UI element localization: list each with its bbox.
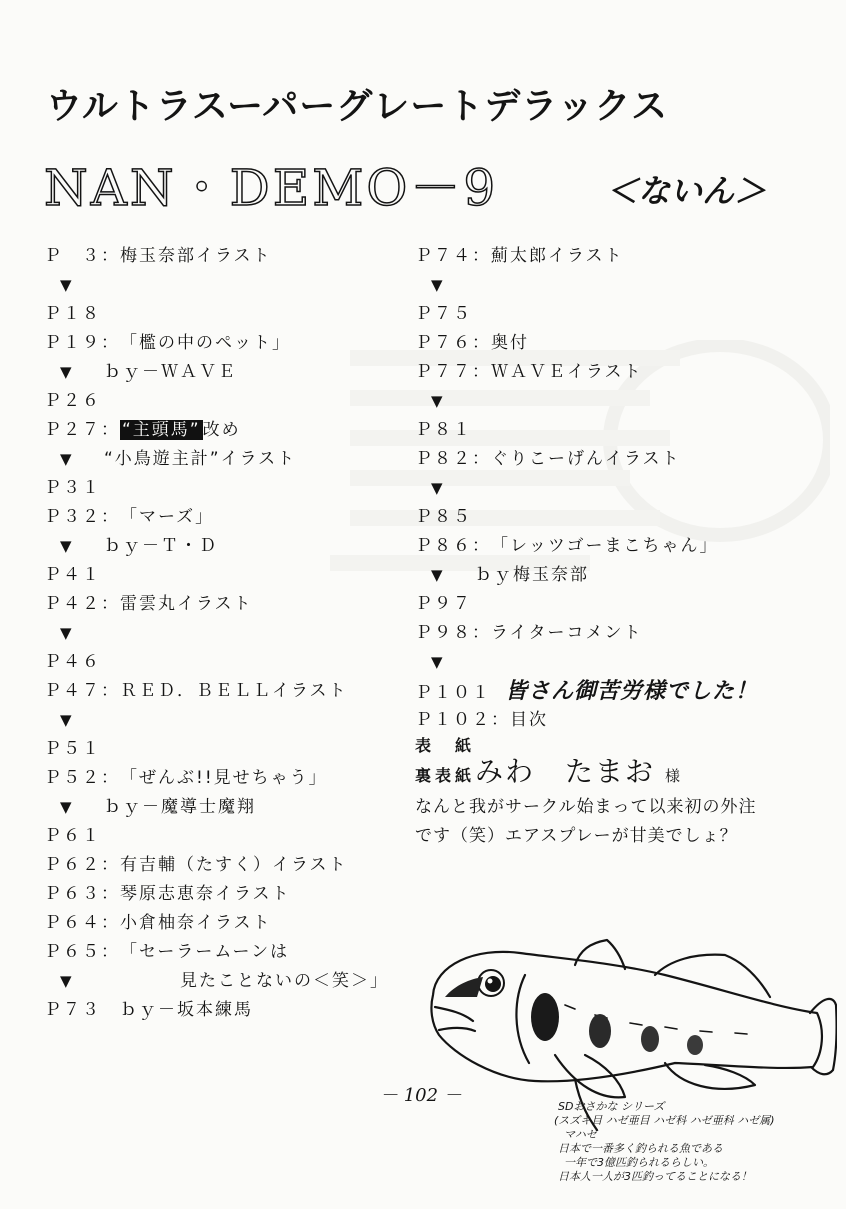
toc-left-column [44, 242, 416, 1025]
down-arrow-icon: ▼ [431, 276, 443, 294]
toc-row [415, 532, 835, 561]
title-english: NAN・DEMO－9 [44, 159, 499, 217]
toc-title: 有吉輔（たすく）イラスト [120, 855, 348, 875]
toc-row [415, 387, 835, 416]
toc-page: Ｐ９８： [415, 623, 491, 643]
toc-page: Ｐ８６： [415, 536, 491, 556]
toc-page: Ｐ７５ [415, 304, 472, 324]
cover-row [415, 735, 835, 757]
toc-row [44, 358, 416, 387]
toc-author: ｂｙ－魔導士魔翔 [104, 797, 256, 817]
toc-row [44, 474, 416, 503]
toc-page: Ｐ４７： [44, 681, 120, 701]
toc-page: Ｐ６２： [44, 855, 120, 875]
down-arrow-icon: ▼ [431, 653, 443, 671]
toc-row [44, 532, 416, 561]
toc-title: 改め [202, 420, 241, 440]
toc-title: 「檻の中のペット」 [120, 333, 291, 353]
toc-row [44, 271, 416, 300]
toc-row [44, 329, 416, 358]
page-number: － 102 － [380, 1085, 462, 1106]
toc-page: Ｐ８２： [415, 449, 491, 469]
toc-row [44, 300, 416, 329]
toc-row [44, 793, 416, 822]
down-arrow-icon: ▼ [60, 624, 72, 642]
toc-title: 見たことないの＜笑＞」 [180, 971, 389, 991]
toc-page: Ｐ７６： [415, 333, 491, 353]
toc-row [44, 996, 416, 1025]
fish-caption [554, 1100, 775, 1184]
toc-title: ＲＥＤ．ＢＥＬＬイラスト [120, 681, 348, 701]
honorific: 様 [665, 767, 683, 785]
toc-row [44, 445, 416, 474]
title-subtitle: ＜ないん＞ [606, 172, 767, 210]
comment-line: です（笑）エアスプレーが甘美でしょ？ [415, 826, 738, 846]
down-arrow-icon: ▼ [60, 276, 72, 294]
toc-row [44, 967, 416, 996]
down-arrow-icon: ▼ [60, 450, 72, 468]
toc-page: Ｐ１０１ [415, 683, 491, 703]
toc-row [415, 590, 835, 619]
toc-row [44, 242, 416, 271]
toc-row [44, 416, 416, 445]
toc-row [44, 764, 416, 793]
toc-row [44, 387, 416, 416]
toc-row [44, 822, 416, 851]
fish-caption-line: マハゼ [564, 1128, 597, 1141]
fish-caption-line: (スズキ目 ハゼ亜目 ハゼ科 ハゼ亜科 ハゼ属) [554, 1114, 775, 1127]
toc-author: ｂｙ－Ｔ・Ｄ [104, 536, 218, 556]
toc-row [44, 706, 416, 735]
cover-artist-name: みわ たまお [475, 755, 656, 788]
toc-title: 「セーラームーンは [120, 942, 290, 962]
toc-row [415, 503, 835, 532]
toc-row [415, 677, 835, 706]
toc-page: Ｐ３１ [44, 478, 101, 498]
toc-row [415, 706, 835, 735]
toc-page: Ｐ５１ [44, 739, 101, 759]
toc-page: Ｐ７７： [415, 362, 491, 382]
toc-page: Ｐ８１ [415, 420, 472, 440]
toc-row [415, 445, 835, 474]
toc-page: Ｐ５２： [44, 768, 120, 788]
toc-row [44, 590, 416, 619]
toc-title: “小鳥遊主計”イラスト [104, 449, 297, 469]
toc-page: Ｐ７３ [44, 1000, 120, 1020]
toc-row [44, 648, 416, 677]
toc-title: ＷＡＶＥイラスト [491, 362, 643, 382]
toc-page: Ｐ ３： [44, 246, 120, 266]
toc-title: 雷雲丸イラスト [120, 594, 253, 614]
cover-label: 表 紙 [415, 736, 476, 755]
toc-row [415, 242, 835, 271]
toc-title: 目次 [510, 710, 548, 730]
down-arrow-icon: ▼ [431, 566, 443, 584]
toc-page: Ｐ６３： [44, 884, 120, 904]
toc-title: ライターコメント [491, 623, 643, 643]
toc-row [44, 851, 416, 880]
down-arrow-icon: ▼ [60, 363, 72, 381]
toc-title: 「マーズ」 [120, 507, 215, 527]
fish-caption-line: 一年で3億匹釣られるらしい。 [564, 1156, 714, 1169]
toc-page: Ｐ３２： [44, 507, 120, 527]
toc-page: Ｐ７４： [415, 246, 491, 266]
toc-page: Ｐ４６ [44, 652, 101, 672]
down-arrow-icon: ▼ [431, 479, 443, 497]
toc-title: 小倉柚奈イラスト [120, 913, 272, 933]
toc-row [44, 880, 416, 909]
toc-title: 薊太郎イラスト [491, 246, 624, 266]
toc-row [44, 735, 416, 764]
fish-caption-line: SDおさかな シリーズ [558, 1100, 665, 1113]
toc-row [44, 909, 416, 938]
toc-row [415, 329, 835, 358]
toc-page: Ｐ６４： [44, 913, 120, 933]
toc-title: 奥付 [491, 333, 529, 353]
title-japanese: ウルトラスーパーグレートデラックス [46, 86, 669, 127]
toc-title: ぐりこーげんイラスト [491, 449, 681, 469]
toc-row [44, 503, 416, 532]
toc-row [44, 677, 416, 706]
down-arrow-icon: ▼ [60, 537, 72, 555]
toc-page: Ｐ４２： [44, 594, 120, 614]
toc-page: Ｐ４１ [44, 565, 101, 585]
down-arrow-icon: ▼ [60, 972, 72, 990]
down-arrow-icon: ▼ [60, 798, 72, 816]
back-cover-label: 裏表紙 [415, 766, 476, 785]
toc-row [415, 561, 835, 590]
comment-line: なんと我がサークル始まって以来初の外注 [415, 797, 757, 817]
toc-page: Ｐ２７： [44, 420, 120, 440]
toc-row [44, 561, 416, 590]
toc-row [415, 300, 835, 329]
highlighted-name: “主頭馬” [122, 420, 201, 440]
toc-title: 「レッツゴーまこちゃん」 [491, 536, 719, 556]
thanks-message: 皆さん御苦労様でした！ [505, 679, 759, 704]
fish-caption-line: 日本人一人が3匹釣ってることになる！ [558, 1170, 752, 1183]
toc-page: Ｐ６１ [44, 826, 101, 846]
toc-row [415, 648, 835, 677]
toc-row [415, 416, 835, 445]
toc-page: Ｐ１９： [44, 333, 120, 353]
toc-row [44, 938, 416, 967]
fish-caption-line: 日本で一番多く釣られる魚である [558, 1142, 723, 1155]
toc-right-column [415, 242, 835, 851]
toc-author: ｂｙ梅玉奈部 [475, 565, 589, 585]
toc-title: 琴原志恵奈イラスト [120, 884, 291, 904]
toc-page: Ｐ９７ [415, 594, 472, 614]
toc-author: ｂｙ－坂本練馬 [120, 1000, 253, 1020]
down-arrow-icon: ▼ [60, 711, 72, 729]
toc-row [415, 619, 835, 648]
toc-page: Ｐ１８ [44, 304, 101, 324]
toc-title: 梅玉奈部イラスト [120, 246, 272, 266]
toc-page: Ｐ２６ [44, 391, 101, 411]
back-cover-row [415, 757, 835, 793]
toc-page: Ｐ１０２： [415, 710, 510, 730]
toc-title: 「ぜんぶ!!見せちゃう」 [120, 768, 328, 788]
toc-author: ｂｙ－ＷＡＶＥ [104, 362, 237, 382]
toc-page: Ｐ６５： [44, 942, 120, 962]
toc-row [415, 474, 835, 503]
toc-page: Ｐ８５ [415, 507, 472, 527]
down-arrow-icon: ▼ [431, 392, 443, 410]
toc-row [44, 619, 416, 648]
toc-row [415, 358, 835, 387]
toc-row [415, 271, 835, 300]
